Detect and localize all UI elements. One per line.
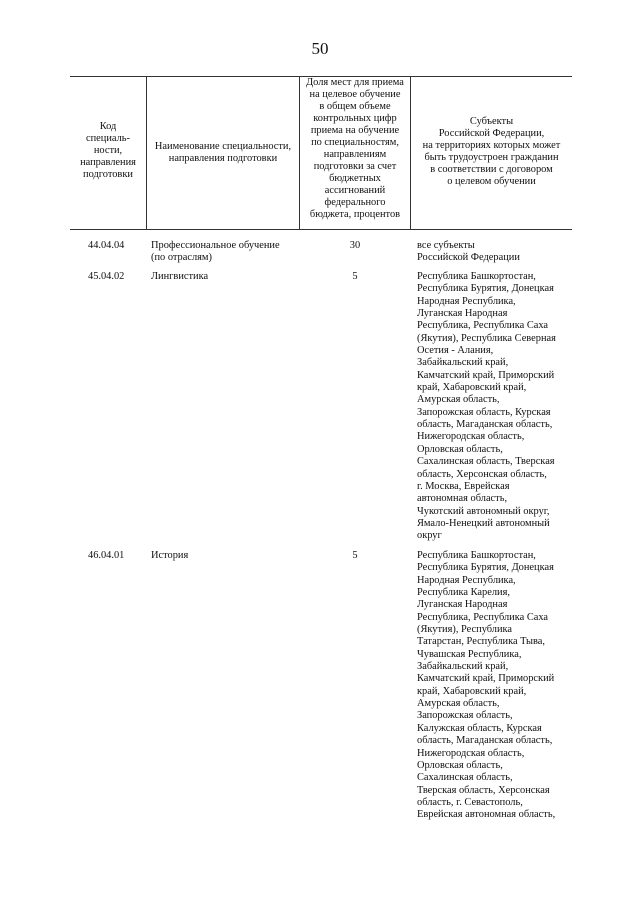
text-line: быть трудоустроен гражданин xyxy=(424,152,559,163)
text-line: Профессиональное обучение xyxy=(151,240,280,251)
row-code: 45.04.02 xyxy=(88,271,125,282)
row-share: 5 xyxy=(352,550,358,561)
text-line: в общем объеме xyxy=(319,101,391,112)
text-line: контрольных цифр xyxy=(313,113,397,124)
text-line: Чукотский автономный округ, xyxy=(417,505,550,517)
text-line: ности, xyxy=(93,145,123,156)
text-line: область, Херсонская область, xyxy=(417,468,547,480)
text-line: г. Москва, Еврейская xyxy=(417,480,510,492)
text-line: по специальностям, xyxy=(311,137,399,148)
row-code: 44.04.04 xyxy=(88,240,125,251)
text-line: Российской Федерации, xyxy=(438,128,545,139)
text-line: Нижегородская область, xyxy=(417,747,525,759)
page-number: 50 xyxy=(311,39,329,58)
text-line: Российской Федерации xyxy=(417,252,520,264)
text-line: Камчатский край, Приморский xyxy=(417,673,555,685)
text-line: (Якутия), Республика xyxy=(417,624,513,636)
text-line: ассигнований xyxy=(324,185,386,196)
text-line: Осетия - Алания, xyxy=(417,345,494,357)
text-line: Татарстан, Республика Тыва, xyxy=(417,636,545,648)
text-line: Чувашская Республика, xyxy=(417,648,522,660)
text-line: Камчатский край, Приморский xyxy=(417,369,555,381)
text-line: Орловская область, xyxy=(417,443,503,455)
text-line: подготовки xyxy=(83,169,133,180)
text-line: История xyxy=(151,550,189,561)
text-line: Народная Республика, xyxy=(417,295,516,307)
text-line: бюджетных xyxy=(329,173,381,184)
text-line: Республика, Республика Саха xyxy=(417,611,549,623)
text-line: Ямало-Ненецкий автономный xyxy=(417,517,550,529)
row-name xyxy=(151,271,301,283)
row-share: 30 xyxy=(349,240,361,251)
text-line: направлениям xyxy=(323,149,387,160)
text-line: область, Магаданская область, xyxy=(417,735,553,747)
row-share: 5 xyxy=(352,271,358,282)
text-line: Тверская область, Херсонская xyxy=(417,784,550,796)
text-line: направления подготовки xyxy=(168,153,278,164)
text-line: (Якутия), Республика Северная xyxy=(417,332,556,344)
text-line: Субъекты xyxy=(469,116,514,127)
text-line: в соответствии с договором xyxy=(430,164,553,175)
text-line: Республика Башкортостан, xyxy=(417,271,536,282)
row-regions xyxy=(417,271,577,543)
header-regions xyxy=(411,116,572,188)
header-name xyxy=(147,141,299,165)
text-line: федерального xyxy=(324,197,386,208)
text-line: на территориях которых может xyxy=(422,140,561,151)
header-code xyxy=(72,121,144,181)
text-line: Луганская Народная xyxy=(417,599,508,611)
text-line: Сахалинская область, Тверская xyxy=(417,456,555,468)
row-regions xyxy=(417,550,577,822)
text-line: край, Хабаровский край, xyxy=(417,382,527,394)
text-line: Доля мест для приема xyxy=(306,77,404,88)
text-line: (по отраслям) xyxy=(151,252,212,264)
text-line: автономная область, xyxy=(417,493,508,505)
text-line: Лингвистика xyxy=(151,271,209,282)
text-line: область, г. Севастополь, xyxy=(417,796,523,808)
text-line: бюджета, процентов xyxy=(309,209,401,220)
text-line: направления xyxy=(80,157,136,168)
text-line: Народная Республика, xyxy=(417,574,516,586)
table-header-bottom-rule xyxy=(70,229,572,230)
text-line: Калужская область, Курская xyxy=(417,722,542,734)
text-line: край, Хабаровский край, xyxy=(417,685,527,697)
row-name xyxy=(151,550,301,562)
text-line: Сахалинская область, xyxy=(417,772,513,784)
text-line: Республика Карелия, xyxy=(417,587,510,599)
text-line: Республика, Республика Саха xyxy=(417,320,549,332)
text-line: Наименование специальности, xyxy=(154,141,292,152)
text-line: Республика Бурятия, Донецкая xyxy=(417,283,554,295)
text-line: приема на обучение xyxy=(310,125,400,136)
text-line: округ xyxy=(417,530,442,542)
text-line: о целевом обучении xyxy=(447,176,536,187)
text-line: Код xyxy=(99,121,117,132)
row-regions xyxy=(417,240,577,265)
text-line: Запорожская область, xyxy=(417,710,513,722)
text-line: Амурская область, xyxy=(417,698,500,710)
text-line: на целевое обучение xyxy=(309,89,401,100)
text-line: Запорожская область, Курская xyxy=(417,406,551,418)
header-share xyxy=(300,77,410,221)
text-line: Нижегородская область, xyxy=(417,431,525,443)
row-code: 46.04.01 xyxy=(88,550,125,561)
text-line: Еврейская автономная область, xyxy=(417,809,556,821)
text-line: Республика Бурятия, Донецкая xyxy=(417,562,554,574)
text-line: Орловская область, xyxy=(417,759,503,771)
text-line: все субъекты xyxy=(417,240,475,251)
text-line: область, Магаданская область, xyxy=(417,419,553,431)
text-line: Луганская Народная xyxy=(417,308,508,320)
text-line: подготовки за счет xyxy=(313,161,397,172)
text-line: специаль- xyxy=(86,133,130,144)
text-line: Забайкальский край, xyxy=(417,661,509,673)
row-name xyxy=(151,240,301,265)
text-line: Забайкальский край, xyxy=(417,357,509,369)
text-line: Республика Башкортостан, xyxy=(417,550,536,561)
text-line: Амурская область, xyxy=(417,394,500,406)
